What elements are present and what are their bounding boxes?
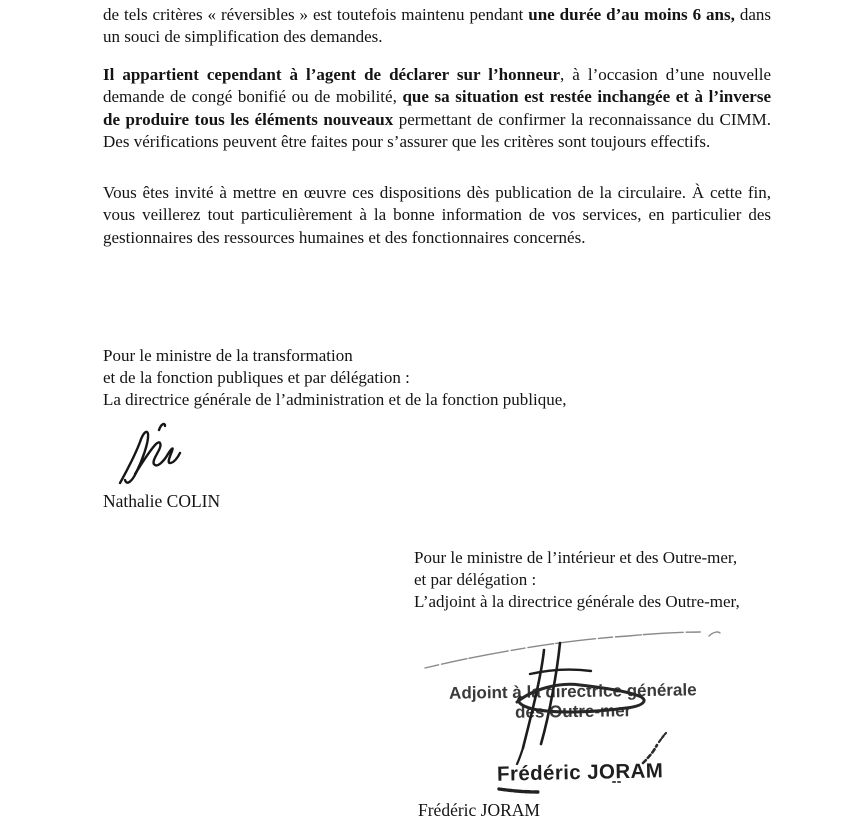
paragraph-text: de tels critères « réversibles » est toutefois maintenu pendant [103, 5, 529, 24]
paragraph-declaration-honneur [103, 64, 771, 154]
handwritten-signature-icon [112, 420, 192, 492]
signature-left-line: Pour le ministre de la transformation [103, 346, 353, 365]
paragraph-text: , à l’occasion d’une nouvelle demande de congé bonifié ou de mobilité, [103, 65, 771, 107]
signature-block-left-title [103, 345, 567, 411]
signature-right-line: Pour le ministre de l’intérieur et des Outre-mer, [414, 548, 738, 567]
stamp-title-line: des Outre-mer [514, 701, 632, 722]
handwritten-signature-icon [423, 630, 723, 808]
signature-left-line: et de la fonction publiques et par délégation : [103, 368, 410, 387]
paragraph-text: dans un souci de simplification des demandes. [103, 5, 771, 47]
paragraph-duree-6-ans [103, 4, 771, 49]
ink-stamp-block [423, 630, 723, 808]
paragraph-mise-en-oeuvre [103, 182, 771, 249]
paragraph-bold-text: que sa situation est restée inchangée et à l’inverse de produire tous les éléments nouveaux [103, 87, 771, 129]
paragraph-bold-text: Il appartient cependant à l’agent de déclarer sur l’honneur [103, 65, 561, 84]
paragraph-text: permettant de confirmer la reconnaissance du CIMM. Des vérifications peuvent être faites pour s’assurer que les critères sont toujours effectifs. [103, 109, 771, 152]
signature-right-line: et par délégation : [414, 570, 537, 589]
signature-block-right-title [414, 547, 740, 613]
paragraph-text: Vous êtes invité à mettre en œuvre ces dispositions dès publication de la circulaire. À cette fin, vous veillerez tout particulièrement à la bonne information de vos services, en particulier des gestionnaires des ressources humaines et des fonctionnaires concernés. [103, 183, 771, 247]
paragraph-bold-text: une durée d’au moins 6 ans, [528, 5, 735, 24]
signature-right-line: L’adjoint à la directrice générale des Outre-mer, [414, 592, 740, 611]
stamp-title-line: Adjoint à la directrice générale [448, 680, 697, 703]
signer-name-left: Nathalie COLIN [103, 491, 221, 511]
signature-left-line: La directrice générale de l’administration et de la fonction publique, [103, 390, 567, 409]
stamp-signer-name: Frédéric JORAM [496, 759, 664, 786]
signer-name-right: Frédéric JORAM [418, 800, 540, 820]
